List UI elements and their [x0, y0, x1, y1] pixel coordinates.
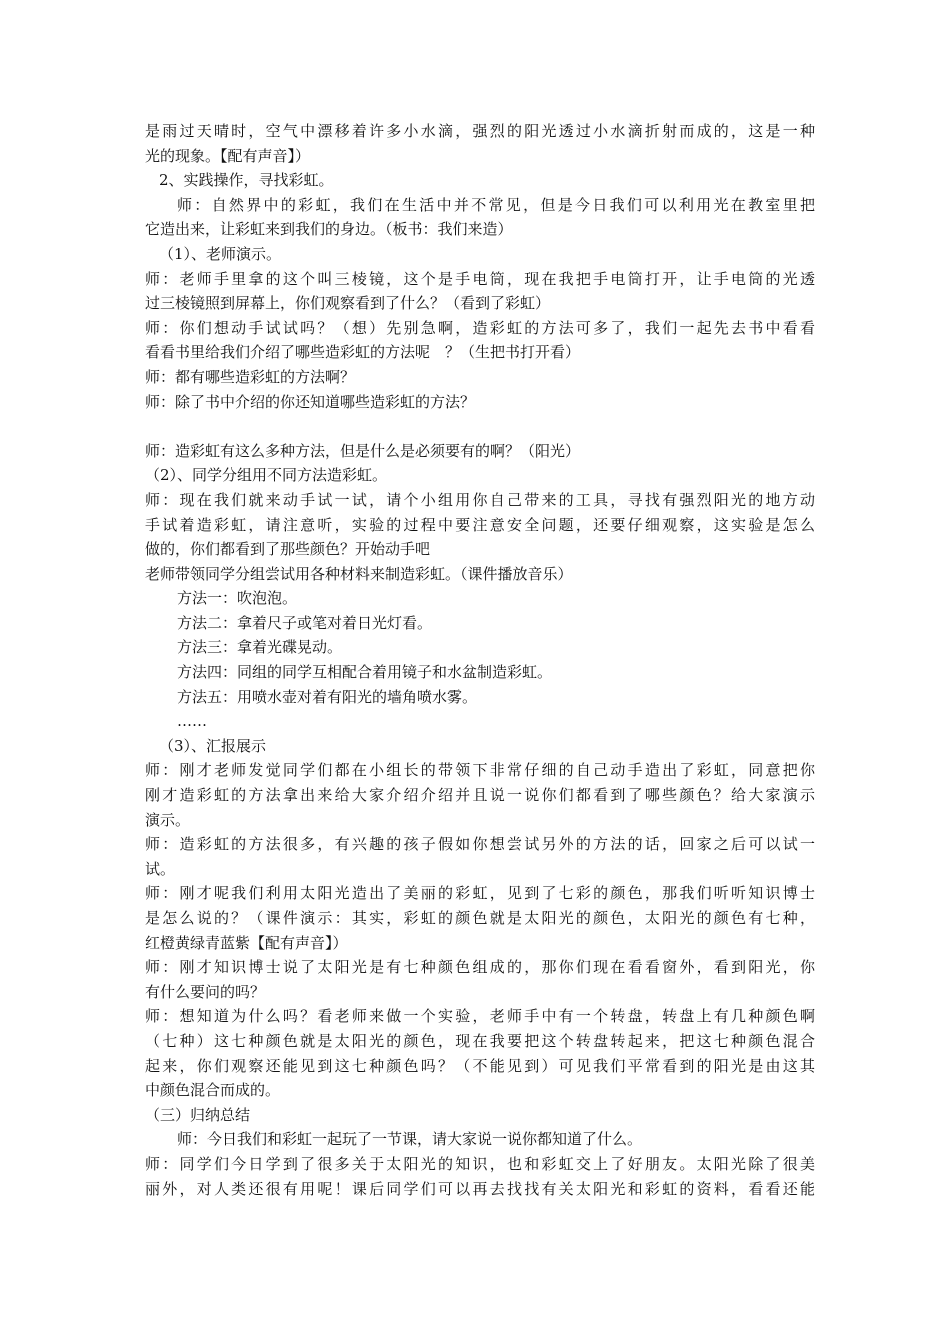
text-line: 师：刚才知识博士说了太阳光是有七种颜色组成的，那你们现在看看窗外，看到阳光，你 [145, 958, 815, 977]
text-line: （3）、汇报展示 [159, 736, 267, 755]
text-line: 看看书里给我们介绍了哪些造彩虹的方法呢 ？（生把书打开看） [145, 343, 581, 362]
text-line: 师：自然界中的彩虹，我们在生活中并不常见，但是今日我们可以利用光在教室里把 [177, 195, 815, 214]
text-line: 师：刚才呢我们利用太阳光造出了美丽的彩虹，见到了七彩的颜色，那我们听听知识博士 [145, 884, 815, 903]
text-line: 方法一：吹泡泡。 [177, 589, 298, 608]
text-line: 丽外，对人类还很有用呢！课后同学们可以再去找找有关太阳光和彩虹的资料，看看还能 [145, 1179, 815, 1198]
text-line: （1）、老师演示。 [159, 244, 282, 263]
text-line: 方法二：拿着尺子或笔对着日光灯看。 [177, 613, 433, 632]
text-line: 师：现在我们就来动手试一试，请个小组用你自己带来的工具，寻找有强烈阳光的地方动 [145, 490, 815, 509]
text-line: （七种）这七种颜色就是太阳光的颜色，现在我要把这个转盘转起来，把这七种颜色混合 [145, 1031, 815, 1050]
text-line: …… [177, 712, 207, 731]
text-line: 师：今日我们和彩虹一起玩了一节课，请大家说一说你都知道了什么。 [177, 1130, 643, 1149]
text-line: 师：都有哪些造彩虹的方法啊？ [145, 367, 356, 386]
text-line: 老师带领同学分组尝试用各种材料来制造彩虹。（课件播放音乐） [145, 564, 573, 583]
text-line: 光的现象。【配有声音】） [145, 146, 311, 165]
text-line: 师：造彩虹的方法很多，有兴趣的孩子假如你想尝试另外的方法的话，回家之后可以试一 [145, 835, 815, 854]
blank-line [145, 414, 815, 439]
text-line: 是怎么说的？（课件演示：其实，彩虹的颜色就是太阳光的颜色，太阳光的颜色有七种， [145, 909, 815, 927]
document-body [145, 119, 815, 1201]
text-line: 2、实践操作，寻找彩虹。 [159, 171, 334, 190]
text-line: 红橙黄绿青蓝紫【配有声音】） [145, 933, 348, 952]
text-line: （2）、同学分组用不同方法造彩虹。 [145, 466, 388, 485]
text-line: 起来，你们观察还能见到这七种颜色吗？（不能见到）可见我们平常看到的阳光是由这其 [145, 1056, 815, 1075]
text-line: 做的，你们都看到了那些颜色？开始动手吧 [145, 540, 431, 559]
text-line: 过三棱镜照到屏幕上，你们观察看到了什么？（看到了彩虹） [145, 294, 551, 313]
text-line: 方法三：拿着光碟晃动。 [177, 638, 343, 657]
text-line: 师：想知道为什么吗？看老师来做一个实验，老师手中有一个转盘，转盘上有几种颜色啊 [145, 1007, 815, 1026]
text-line: 方法五：用喷水壶对着有阳光的墙角喷水雾。 [177, 687, 478, 706]
text-line: 手试着造彩虹，请注意听，实验的过程中要注意安全问题，还要仔细观察，这实验是怎么 [145, 515, 815, 534]
text-line: 师：同学们今日学到了很多关于太阳光的知识，也和彩虹交上了好朋友。太阳光除了很美 [145, 1154, 815, 1173]
text-line: 试。 [145, 859, 176, 878]
text-line: 是雨过天晴时，空气中漂移着许多小水滴，强烈的阳光透过小水滴折射而成的，这是一种 [145, 122, 815, 140]
text-line: 师：你们想动手试试吗？（想）先别急啊，造彩虹的方法可多了，我们一起先去书中看看 [145, 318, 815, 337]
text-line: 刚才造彩虹的方法拿出来给大家介绍介绍并且说一说你们都看到了哪些颜色？给大家演示 [145, 786, 815, 805]
text-line: 它造出来，让彩虹来到我们的身边。（板书：我们来造） [145, 220, 513, 239]
text-line: 师：造彩虹有这么多种方法，但是什么是必须要有的啊？（阳光） [145, 441, 581, 460]
text-line: 师：老师手里拿的这个叫三棱镜，这个是手电筒，现在我把手电筒打开，让手电筒的光透 [145, 269, 815, 288]
text-line: 师：刚才老师发觉同学们都在小组长的带领下非常仔细的自己动手造出了彩虹，同意把你 [145, 761, 815, 780]
text-line: 师：除了书中介绍的你还知道哪些造彩虹的方法？ [145, 392, 476, 411]
text-line: 中颜色混合而成的。 [145, 1081, 281, 1100]
text-line: 方法四：同组的同学互相配合着用镜子和水盆制造彩虹。 [177, 663, 553, 682]
text-line: 演示。 [145, 810, 191, 829]
text-line: （三）归纳总结 [145, 1105, 251, 1124]
text-line: 有什么要问的吗？ [145, 982, 266, 1001]
